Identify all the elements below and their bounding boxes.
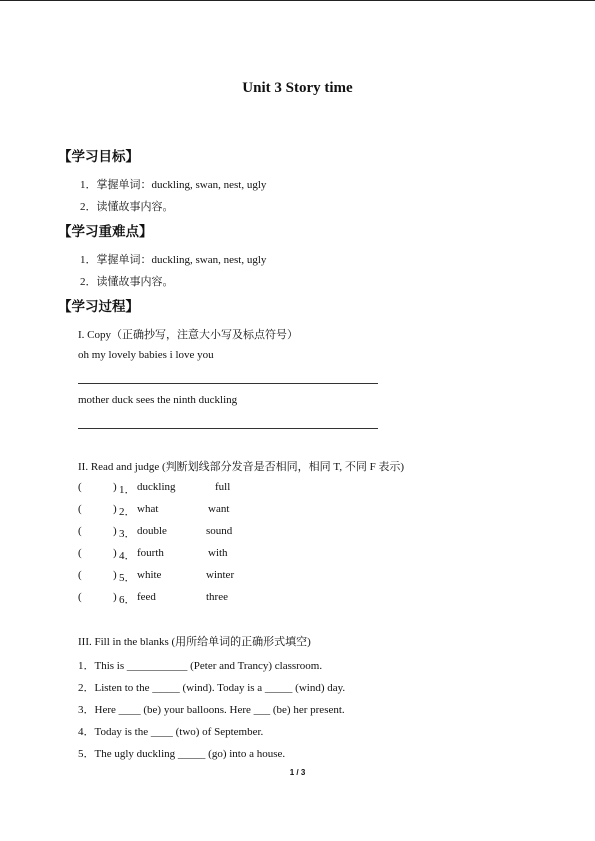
part1-answer-line-1 — [78, 383, 378, 384]
part1-sentence-2: mother duck sees the ninth duckling — [78, 394, 238, 406]
part1-sentence-1: oh my lovely babies i love you — [78, 349, 214, 361]
judge-word-2: full — [215, 481, 231, 493]
judge-word-2: three — [206, 591, 228, 603]
judge-number: 6． — [119, 594, 136, 606]
judge-paren-close: ) — [113, 503, 117, 515]
page-top-border — [0, 0, 595, 1]
fill-item-2: 2．Listen to the _____ (wind). Today is a _____ (wind) day. — [78, 682, 346, 694]
judge-word-2: with — [208, 547, 228, 559]
judge-paren-open: ( — [78, 481, 82, 493]
judge-word-2: sound — [206, 525, 233, 537]
judge-word-1: what — [137, 503, 159, 515]
judge-paren-open: ( — [78, 525, 82, 537]
judge-paren-close: ) — [113, 547, 117, 559]
judge-number: 3． — [119, 528, 136, 540]
judge-word-1: fourth — [137, 547, 164, 559]
section-process-heading: 【学习过程】 — [58, 299, 139, 315]
judge-word-2: winter — [206, 569, 235, 581]
fill-item-5: 5．The ugly duckling _____ (go) into a house. — [78, 748, 286, 760]
objective-item-1: 1．掌握单词：duckling, swan, nest, ugly — [80, 179, 267, 191]
judge-number: 5． — [119, 572, 136, 584]
judge-paren-open: ( — [78, 503, 82, 515]
section-objectives-heading: 【学习目标】 — [58, 149, 139, 165]
judge-number: 2． — [119, 506, 136, 518]
judge-number: 4． — [119, 550, 136, 562]
part2-heading: II. Read and judge (判断划线部分发音是否相同，相同 T, 不同 F 表示) — [78, 461, 405, 473]
fill-item-4: 4．Today is the ____ (two) of September. — [78, 726, 264, 738]
judge-paren-close: ) — [113, 569, 117, 581]
key-point-item-1: 1．掌握单词：duckling, swan, nest, ugly — [80, 254, 267, 266]
judge-word-1: white — [137, 569, 162, 581]
fill-item-3: 3．Here ____ (be) your balloons. Here ___ (be) her present. — [78, 704, 345, 716]
key-point-item-2: 2．读懂故事内容。 — [80, 276, 174, 288]
judge-word-1: feed — [137, 591, 156, 603]
part3-heading: III. Fill in the blanks (用所给单词的正确形式填空) — [78, 636, 311, 648]
judge-paren-open: ( — [78, 569, 82, 581]
objective-item-2: 2．读懂故事内容。 — [80, 201, 174, 213]
judge-number: 1． — [119, 484, 136, 496]
judge-paren-close: ) — [113, 481, 117, 493]
judge-paren-close: ) — [113, 525, 117, 537]
part1-answer-line-2 — [78, 428, 378, 429]
judge-paren-open: ( — [78, 547, 82, 559]
section-key-points-heading: 【学习重难点】 — [58, 224, 153, 240]
judge-word-1: double — [137, 525, 167, 537]
part1-heading: I. Copy（正确抄写，注意大小写及标点符号） — [78, 329, 298, 341]
page-number: 1 / 3 — [289, 768, 306, 777]
page-title: Unit 3 Story time — [242, 80, 353, 96]
judge-word-1: duckling — [137, 481, 176, 493]
judge-paren-open: ( — [78, 591, 82, 603]
judge-paren-close: ) — [113, 591, 117, 603]
fill-item-1: 1．This is ___________ (Peter and Trancy) classroom. — [78, 660, 323, 672]
judge-word-2: want — [208, 503, 230, 515]
